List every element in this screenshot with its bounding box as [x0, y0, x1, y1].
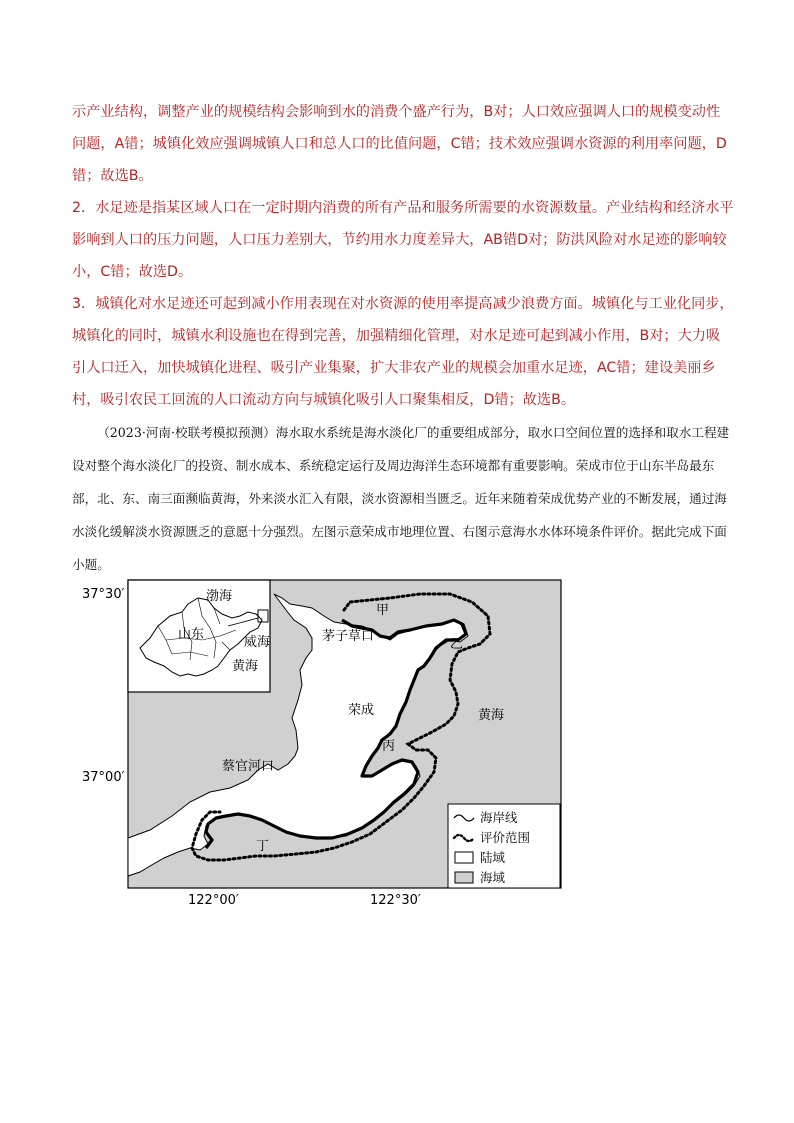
label-ding: 丁 — [256, 839, 270, 854]
lon-label-right: 122°30′ — [370, 893, 421, 908]
question-stem — [72, 416, 734, 581]
answer-2 — [72, 192, 734, 288]
answer-3-text: 3．城镇化对水足迹还可起到减小作用表现在对水资源的使用率提高减少浪费方面。城镇化与工业化同步，城镇化的同时，城镇水利设施也在得到完善，加强精细化管理，对水足迹可起到减小作用，B对；大力吸引人口迁入，加快城镇化进程、吸引产业集聚，扩大非农产业的规模会加重水足迹，AC错；建设美丽乡村，吸引农民工回流的人口流动方向与城镇化吸引人口聚集相反，D错；故选B。 — [72, 296, 734, 408]
label-huanghai-sea: 黄海 — [478, 708, 505, 723]
answer-1-continuation — [72, 96, 734, 192]
label-yi: 乙 — [450, 637, 464, 652]
lat-label-mid: 37°00′ — [82, 770, 125, 785]
answer-2-text: 2．水足迹是指某区域人口在一定时期内消费的所有产品和服务所需要的水资源数量。产业结构和经济水平影响到人口的压力问题，人口压力差别大，节约用水力度差异大，AB错D对；防洪风险对水足迹的影响较小，C错；故选D。 — [72, 200, 734, 280]
label-maozicaokou: 茅子草口 — [322, 629, 375, 644]
legend-coastline-label: 海岸线 — [480, 810, 518, 825]
label-caiguanhekou: 蔡官河口 — [222, 759, 275, 774]
inset-bohai-label: 渤海 — [206, 589, 233, 604]
legend-sea-symbol — [455, 872, 473, 883]
inset-weihai-label: 威海 — [244, 635, 271, 650]
legend-land-label: 陆域 — [480, 850, 506, 865]
inset-huanghai-label: 黄海 — [232, 659, 259, 674]
legend-land-symbol — [455, 852, 473, 863]
rongcheng-map-figure — [80, 580, 580, 908]
inset-shandong-label: 山东 — [178, 627, 205, 642]
legend-range-label: 评价范围 — [480, 830, 531, 845]
legend-sea-label: 海域 — [480, 870, 506, 885]
answer-3 — [72, 288, 734, 416]
label-bing: 丙 — [382, 739, 396, 754]
lon-label-left: 122°00′ — [188, 893, 239, 908]
question-stem-text: （2023·河南·校联考模拟预测）海水取水系统是海水淡化厂的重要组成部分，取水口空间位置的选择和取水工程建设对整个海水淡化厂的投资、制水成本、系统稳定运行及周边海洋生态环境都有重要影响。荣成市位于山东半岛最东部，北、东、南三面濒临黄海，外来淡水汇入有限，淡水资源相当匮乏。近年来随着荣成优势产业的不断发展，通过海水淡化缓解淡水资源匮乏的意愿十分强烈。左图示意荣成市地理位置、右图示意海水水体环境条件评价。据此完成下面小题。 — [72, 425, 730, 572]
answer-1-text: 示产业结构，调整产业的规模结构会影响到水的消费个盛产行为，B对；人口效应强调人口的规模变动性问题，A错；城镇化效应强调城镇人口和总人口的比值问题，C错；技术效应强调水资源的利用率问题，D错；故选B。 — [72, 104, 727, 184]
label-jia: 甲 — [376, 603, 390, 618]
lat-label-top: 37°30′ — [82, 587, 125, 602]
label-rongcheng: 荣成 — [348, 703, 375, 718]
